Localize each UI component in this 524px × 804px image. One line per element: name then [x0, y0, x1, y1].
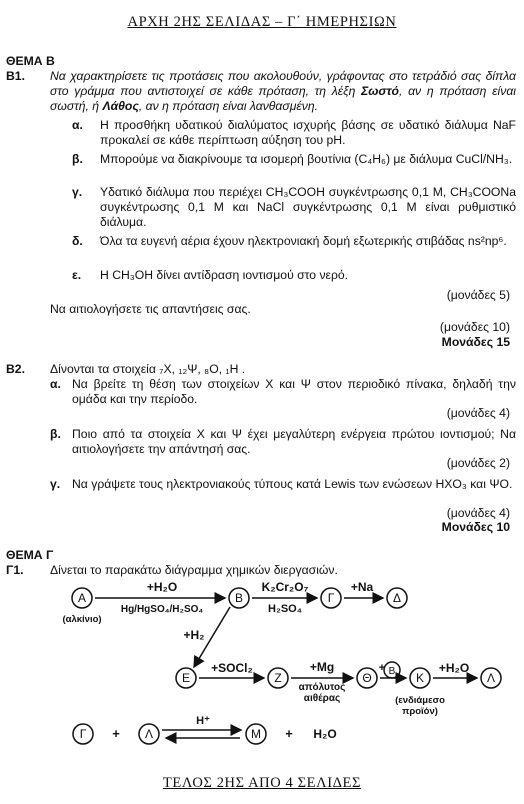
b1-marks-5: (μονάδες 5)	[446, 288, 510, 302]
b1-instructions	[50, 69, 516, 114]
compound-m: Μ	[251, 727, 261, 741]
question-number-g1: Γ1.	[6, 563, 24, 577]
b1-item-label: γ.	[72, 185, 83, 199]
b1-item-text: Η CH₃OH δίνει αντίδραση ιοντισμού στο νερό.	[100, 268, 349, 282]
compound-l: Λ	[486, 671, 496, 685]
compound-e: Ε	[181, 671, 191, 685]
plus-sign-3: +	[285, 726, 293, 741]
alkyne-label: (αλκίνιο)	[62, 614, 102, 625]
section-title-g: ΘΕΜΑ Γ	[6, 548, 54, 562]
page-footer: ΤΕΛΟΣ 2ΗΣ ΑΠΟ 4 ΣΕΛΙΔΕΣ	[162, 775, 362, 791]
plus-sign: +	[378, 662, 386, 674]
ether-label-2: αιθέρας	[303, 693, 341, 704]
reagent-h2: +H₂	[183, 628, 205, 642]
compound-l-bottom: Λ	[144, 727, 154, 741]
b1-item-label: α.	[72, 118, 83, 132]
reagent-socl2: +SOCl₂	[211, 661, 253, 675]
g1-intro: Δίνεται το παρακάτω διάγραμμα χημικών διεργασιών.	[50, 563, 338, 577]
compound-g-bottom: Γ	[79, 727, 87, 741]
b1-item-text: Υδατικό διάλυμα που περιέχει CH₃COOH συγκέντρωσης 0,1 Μ, CH₃COONa συγκέντρωσης 0,1 Μ και NaCl συγκέντρωσης 0,1 Μ είναι ρυθμιστικό διάλυμα.	[100, 185, 516, 229]
catalyst-h-plus: H⁺	[196, 715, 210, 727]
intermediate-label-1: (ενδιάμεσο	[395, 695, 445, 706]
b1-intro-wrong: Λάθος	[102, 99, 139, 113]
reaction-diagram	[0, 580, 524, 760]
b1-item-text: Η προσθήκη υδατικού διαλύματος ισχυρής βάσης σε υδατικό διάλυμα NaF προκαλεί σε κάθε περίπτωση αύξηση του pH.	[100, 118, 516, 147]
compound-k: Κ	[415, 671, 425, 685]
compound-d: Δ	[392, 591, 402, 605]
b1-item-label: ε.	[72, 268, 82, 282]
b1-justify-instruction: Να αιτιολογήσετε τις απαντήσεις σας.	[50, 302, 251, 316]
b2-item-marks: (μονάδες 2)	[446, 456, 510, 470]
question-number-b1: Β1.	[6, 69, 25, 83]
intermediate-label-2: προϊόν)	[402, 706, 438, 717]
water-product: H₂O	[313, 727, 337, 741]
plus-sign-2: +	[112, 726, 120, 741]
compound-a: Α	[77, 591, 87, 605]
b1-item-text: Μπορούμε να διακρίνουμε τα ισομερή βουτίνια (C₄H₆) με διάλυμα CuCl/NH₃.	[100, 152, 513, 166]
b1-intro-c: , αν η πρόταση είναι λανθασμένη.	[138, 99, 318, 113]
b2-item-marks: (μονάδες 4)	[446, 406, 510, 420]
ether-label-1: απόλυτος	[298, 682, 346, 693]
compound-th: Θ	[362, 671, 372, 685]
b2-item-text: Να βρείτε τη θέση των στοιχείων Χ και Ψ στον περιοδικό πίνακα, δηλαδή την ομάδα και την περίοδο.	[72, 377, 516, 406]
reagent-h2o-k: +H₂O	[438, 661, 470, 675]
reagent-k2cr2o7: K₂Cr₂O₇	[261, 580, 309, 594]
b2-item-label: α.	[50, 377, 61, 391]
compound-b-small: Β	[388, 666, 396, 677]
reagent-h2so4: H₂SO₄	[268, 603, 302, 615]
question-number-b2: Β2.	[6, 362, 25, 376]
b1-intro-a: Να χαρακτηρίσετε τις προτάσεις που ακολουθούν, γράφοντας στο τετράδιό σας δίπλα στο γράμμα που αντιστοιχεί σε κάθε πρόταση, τη λέξη	[50, 69, 516, 98]
b2-item-label: β.	[50, 427, 61, 441]
b2-item-marks: (μονάδες 4)	[446, 506, 510, 520]
compound-z: Ζ	[274, 671, 282, 685]
section-title-b: ΘΕΜΑ Β	[6, 54, 55, 68]
b2-intro: Δίνονται τα στοιχεία ₇Χ, ₁₂Ψ, ₈Ο, ₁Η .	[50, 362, 246, 376]
b2-item-label: γ.	[50, 477, 61, 491]
page-header: ΑΡΧΗ 2ΗΣ ΣΕΛΙΔΑΣ – Γ΄ ΗΜΕΡΗΣΙΩΝ	[127, 14, 397, 30]
b1-item-label: δ.	[72, 234, 83, 248]
compound-g: Γ	[327, 591, 335, 605]
b1-intro-b: , αν η πρόταση είναι σωστή, ή	[50, 84, 516, 113]
b2-item-text: Να γράψετε τους ηλεκτρονιακούς τύπους κατά Lewis των ενώσεων HXO₃ και ΨΟ.	[72, 477, 513, 491]
compound-b: Β	[234, 591, 244, 605]
b1-item-text: Όλα τα ευγενή αέρια έχουν ηλεκτρονιακή δομή εξωτερικής στιβάδας ns²np⁶.	[100, 234, 507, 248]
reagent-mg: +Mg	[309, 660, 335, 674]
b1-intro-correct: Σωστό	[361, 84, 399, 98]
reagent-na: +Na	[350, 580, 374, 594]
reagent-h2o: +H₂O	[146, 580, 178, 594]
b2-total-marks: Μονάδες 10	[441, 520, 510, 534]
b1-item-label: β.	[72, 152, 83, 166]
b1-marks-10: (μονάδες 10)	[439, 320, 510, 334]
catalyst-hg: Hg/HgSO₄/H₂SO₄	[120, 604, 204, 615]
b2-item-text: Ποιο από τα στοιχεία Χ και Ψ έχει μεγαλύτερη ενέργεια πρώτου ιοντισμού; Να αιτιολογήσετε την απάντησή σας.	[72, 427, 516, 456]
b1-total-marks: Μονάδες 15	[441, 335, 510, 349]
